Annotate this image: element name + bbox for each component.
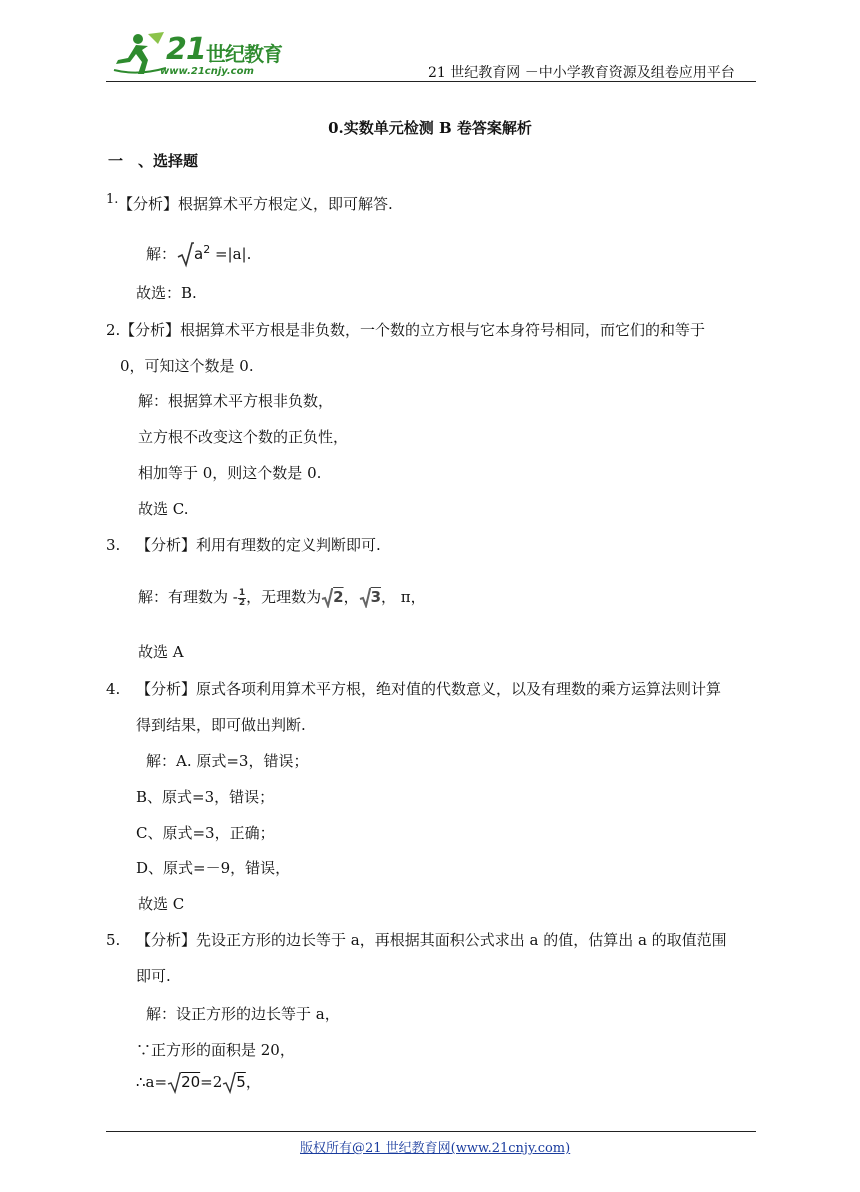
solution-mid: =2	[200, 1073, 223, 1091]
q4-solution-d: D、原式=－9，错误，	[136, 859, 291, 877]
solution-mid: ，无理数为	[246, 588, 322, 606]
site-logo[interactable]	[108, 30, 288, 78]
radicand: 3	[370, 588, 382, 606]
q4-answer: 故选 C	[138, 895, 185, 913]
fraction-numerator: 1	[238, 587, 246, 598]
sqrt-symbol-icon	[321, 588, 333, 608]
section-heading: 一 、选择题	[108, 152, 199, 170]
sqrt-symbol-icon	[176, 242, 194, 268]
runner-logo-icon	[108, 30, 168, 78]
q5-solution-line2: ∵正方形的面积是 20，	[136, 1041, 295, 1059]
q2-analysis-line1: 【分析】根据算术平方根是非负数，一个数的立方根与它本身符号相同，而它们的和等于	[120, 321, 706, 339]
question-number: 5.	[106, 931, 121, 949]
q3-answer: 故选 A	[138, 643, 184, 661]
question-number: 4.	[106, 680, 121, 698]
q5-analysis-line2: 即可.	[136, 967, 171, 985]
sqrt-symbol-icon	[167, 1072, 181, 1094]
q2-analysis-line2: 0，可知这个数是 0.	[120, 357, 254, 375]
q2-solution-line1: 解：根据算术平方根非负数，	[138, 392, 334, 410]
footer-divider	[106, 1131, 756, 1132]
radicand: 5	[236, 1073, 246, 1091]
document-title: 0.实数单元检测 B 卷答案解析	[328, 119, 532, 137]
question-number: 1.	[106, 192, 119, 207]
footer-copyright-link[interactable]: 版权所有@21 世纪教育网(www.21cnjy.com)	[300, 1141, 571, 1156]
radicand: 20	[181, 1073, 201, 1091]
q4-solution-b: B、原式=3，错误；	[136, 788, 275, 806]
q5-analysis-line1: 【分析】先设正方形的边长等于 a，再根据其面积公式求出 a 的值，估算出 a 的取值范围	[136, 931, 727, 949]
fraction-denominator: 2	[238, 597, 246, 608]
header-divider	[106, 81, 756, 82]
q3-solution	[138, 587, 426, 608]
solution-end: ，	[245, 1073, 261, 1091]
solution-prefix: ∴a=	[136, 1073, 168, 1091]
radicand: 2	[333, 588, 344, 606]
solution-prefix: 解：有理数为 -	[138, 588, 238, 606]
sqrt-symbol-icon	[222, 1072, 236, 1094]
logo-url: www.21cnjy.com	[160, 66, 254, 77]
q4-analysis-line1: 【分析】原式各项利用算术平方根，绝对值的代数意义，以及有理数的乘方运算法则计算	[136, 680, 722, 698]
q5-solution-line1: 解：设正方形的边长等于 a，	[146, 1005, 340, 1023]
q5-solution-line3	[136, 1072, 261, 1094]
solution-end: ， π，	[381, 588, 426, 606]
fraction	[238, 589, 246, 608]
question-number: 2.	[106, 321, 121, 339]
solution-result: =|a|.	[210, 245, 252, 263]
q2-solution-line2: 立方根不改变这个数的正负性，	[138, 428, 349, 446]
exponent: 2	[203, 243, 211, 256]
q1-analysis: 【分析】根据算术平方根定义，即可解答.	[118, 195, 393, 213]
sqrt-symbol-icon	[359, 588, 371, 608]
q2-solution-line3: 相加等于 0，则这个数是 0.	[138, 464, 322, 482]
q3-analysis: 【分析】利用有理数的定义判断即可.	[136, 536, 381, 554]
q1-answer: 故选：B.	[136, 284, 197, 302]
q4-analysis-line2: 得到结果，即可做出判断.	[136, 716, 306, 734]
solution-prefix: 解：	[146, 245, 177, 263]
question-number: 3.	[106, 536, 121, 554]
q4-solution-a: 解：A. 原式=3，错误；	[146, 752, 309, 770]
q4-solution-c: C、原式=3，正确；	[136, 824, 275, 842]
header-platform-text: 21 世纪教育网 －中小学教育资源及组卷应用平台	[428, 65, 735, 81]
q2-answer: 故选 C.	[138, 500, 189, 518]
q1-solution	[146, 240, 251, 268]
logo-chinese-text: 世纪教育	[206, 42, 282, 66]
radicand-a: a	[194, 245, 204, 263]
separator: ，	[343, 588, 359, 606]
logo-number: 21	[166, 32, 206, 67]
